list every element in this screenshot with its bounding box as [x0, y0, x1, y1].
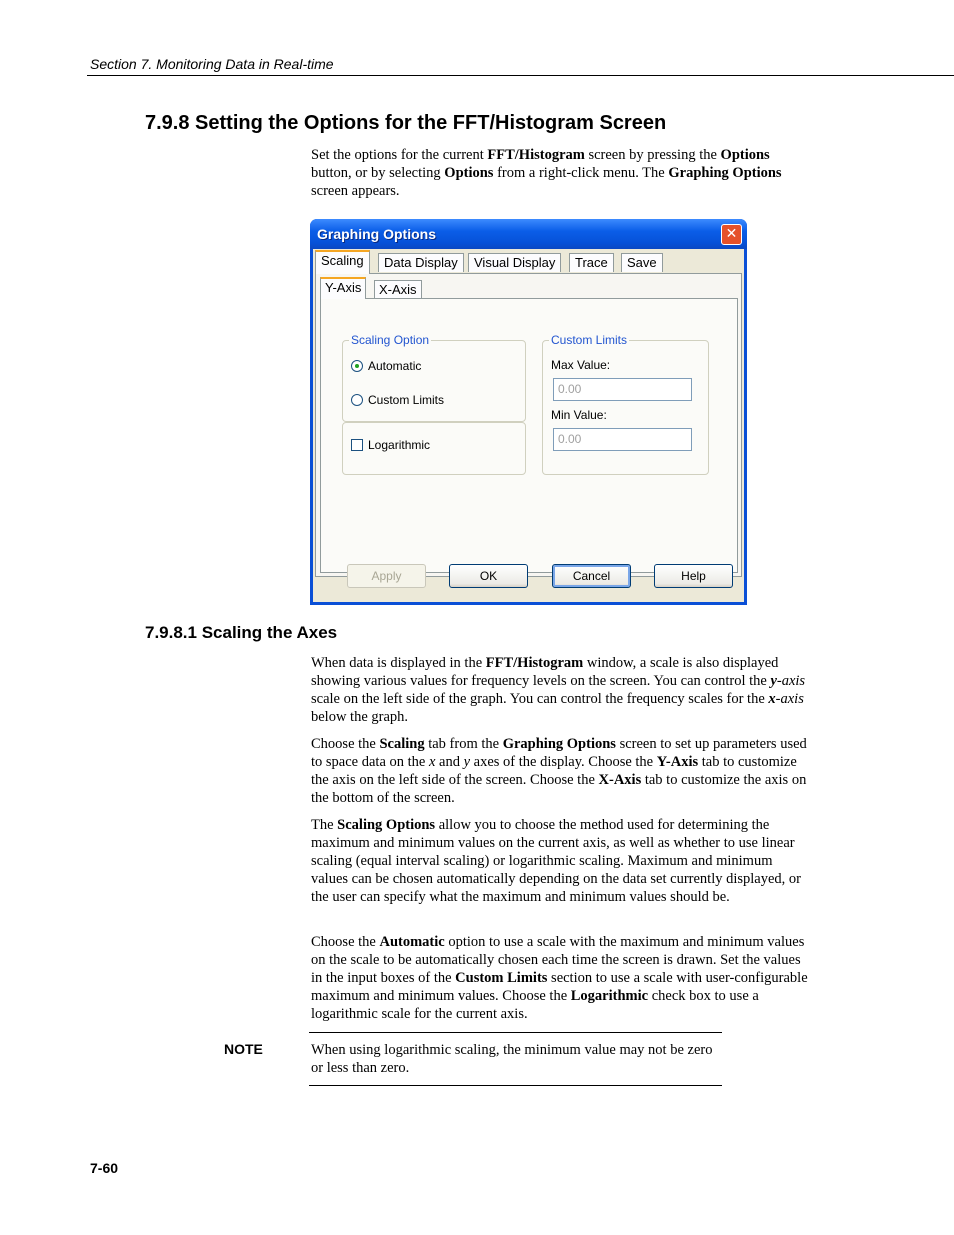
note-text: When using logarithmic scaling, the minimum value may not be zero or less than zero.	[311, 1042, 713, 1076]
dialog-client-area	[313, 249, 744, 602]
tab-x-axis[interactable]: X-Axis	[374, 280, 422, 298]
close-icon[interactable]: ✕	[721, 224, 742, 245]
section-title: 7.9.8 Setting the Options for the FFT/Histogram Screen	[145, 112, 667, 134]
paragraph-2: Choose the Scaling tab from the Graphing Options screen to set up parameters used to space data on the x and y axes of the display. Choose the Y-Axis tab to customize the axis on the left side of the screen. Choose the X-Axis tab to customize the axis on the bottom of the screen.	[311, 736, 807, 806]
y-axis-panel	[320, 298, 738, 573]
note-label: NOTE	[224, 1041, 263, 1057]
tab-visual-display[interactable]: Visual Display	[468, 253, 561, 272]
tab-y-axis[interactable]: Y-Axis	[320, 277, 366, 299]
paragraph-3: The Scaling Options allow you to choose the method used for determining the maximum and minimum values on the current axis, as well as whether to use linear scaling (equal interval scaling) or logarithmic scaling. Maximum and minimum values can be chosen automatically depending on the data set currently displayed, or the user can specify what the maximum and minimum values should be.	[311, 817, 802, 905]
dialog-titlebar	[310, 219, 747, 249]
tab-trace[interactable]: Trace	[569, 253, 614, 272]
paragraph-4: Choose the Automatic option to use a scale with the maximum and minimum values on the scale to be automatically chosen each time the screen is drawn. Set the values in the input boxes of the Custom Limits section to use a scale with user-configurable maximum and minimum values. Choose the Logarithmic check box to use a logarithmic scale for the current axis.	[311, 934, 808, 1022]
note-top-rule	[309, 1032, 722, 1033]
dialog-title: Graphing Options	[317, 226, 436, 242]
logarithmic-checkbox[interactable]	[351, 439, 363, 451]
apply-button[interactable]: Apply	[347, 564, 426, 588]
scaling-option-legend: Scaling Option	[351, 333, 430, 347]
header-rule	[87, 75, 954, 76]
max-value-input[interactable]: 0.00	[553, 378, 692, 401]
logarithmic-group	[342, 422, 526, 475]
graphing-options-dialog	[310, 219, 747, 605]
automatic-radio[interactable]	[351, 360, 363, 372]
custom-limits-radio[interactable]	[351, 394, 363, 406]
help-button[interactable]: Help	[654, 564, 733, 588]
logarithmic-label: Logarithmic	[368, 438, 431, 452]
tab-data-display[interactable]: Data Display	[378, 253, 464, 272]
min-value-input[interactable]: 0.00	[553, 428, 692, 451]
scaling-option-group	[342, 333, 526, 422]
automatic-label: Automatic	[368, 359, 422, 373]
running-head: Section 7. Monitoring Data in Real-time	[90, 56, 334, 72]
cancel-button[interactable]: Cancel	[552, 564, 631, 588]
custom-limits-legend: Custom Limits	[551, 333, 628, 347]
paragraph-1: When data is displayed in the FFT/Histogram window, a scale is also displayed showing various values for frequency levels on the screen. You can control the y-axis scale on the left side of the graph. You can control the frequency scales for the x-axis below the graph.	[311, 655, 806, 725]
scaling-tab-panel	[315, 273, 742, 577]
note-bottom-rule	[309, 1085, 722, 1086]
max-value-label: Max Value:	[551, 358, 611, 372]
subsection-title: 7.9.8.1 Scaling the Axes	[145, 623, 338, 642]
page-number: 7-60	[90, 1160, 119, 1176]
custom-limits-group	[542, 333, 709, 475]
custom-limits-label: Custom Limits	[368, 393, 445, 407]
intro-paragraph: Set the options for the current FFT/Histogram screen by pressing the Options button, or by selecting Options from a right-click menu. The Graphing Options screen appears.	[311, 147, 782, 199]
tab-save[interactable]: Save	[621, 253, 663, 272]
tab-scaling[interactable]: Scaling	[315, 250, 370, 274]
ok-button[interactable]: OK	[449, 564, 528, 588]
min-value-label: Min Value:	[551, 408, 607, 422]
